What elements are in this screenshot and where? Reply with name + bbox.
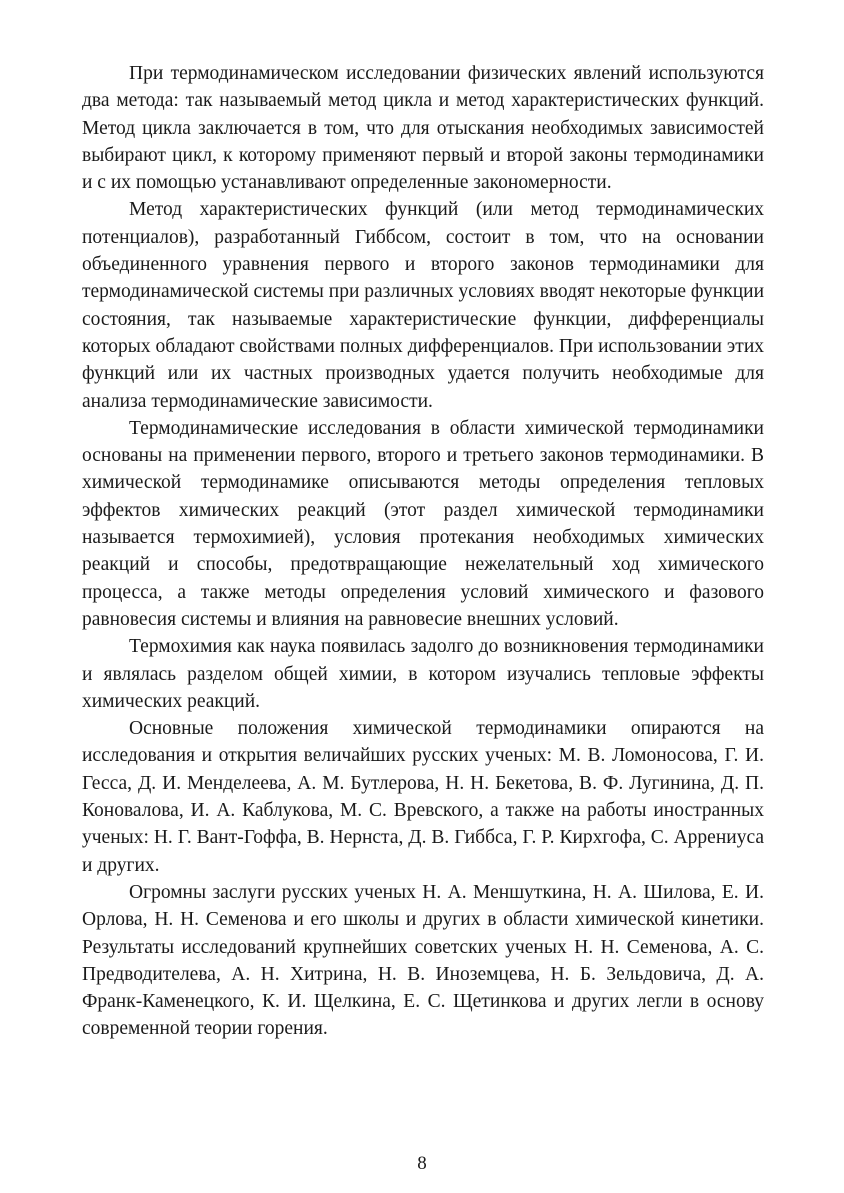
body-text [82,60,764,1043]
paragraph-thermochemistry: Термохимия как наука появилась задолго до возникновения термодинамики и являлась разделом общей химии, в котором изучались тепловые эффекты химических реакций. [82,636,764,712]
paragraph-chemical-thermodynamics: Термодинамические исследования в области химической термодинамики основаны на применении первого, второго и третьего законов термодинамики. В химической термодинамике описываются методы определения тепловых эффектов химических реакций (этот раздел химической термодинамики называется термохимией), условия протекания необходимых химических реакций и способы, предотвращающие нежелательный ход химического процесса, а также методы определения условий химического и фазового равновесия системы и влияния на равновесие внешних условий. [82,417,764,630]
page-number: 8 [417,1153,427,1174]
paragraph-methods: При термодинамическом исследовании физических явлений используются два метода: так называемый метод цикла и метод характеристических функций. Метод цикла заключается в том, что для отыскания необходимых зависимостей выбирают цикл, к которому применяют первый и второй законы термодинамики и с их помощью устанавливают определенные закономерности. [82,63,764,194]
paragraph-characteristic-functions: Метод характеристических функций (или метод термодинамических потенциалов), разработанный Гиббсом, состоит в том, что на основании объединенного уравнения первого и второго законов термодинамики для термодинамической системы при различных условиях вводят некоторые функции состояния, так называемые характеристические функции, дифференциалы которых обладают свойствами полных дифференциалов. При использовании этих функций или их частных производных удается получить необходимые для анализа термодинамические зависимости. [82,199,764,412]
paragraph-combustion-theory: Огромны заслуги русских ученых Н. А. Меншуткина, Н. А. Шилова, Е. И. Орлова, Н. Н. Семенова и его школы и других в области химической кинетики. Результаты исследований крупнейших советских ученых Н. Н. Семенова, А. С. Предводителева, А. Н. Хитрина, Н. В. Иноземцева, Н. Б. Зельдовича, Д. А. Франк-Каменецкого, К. И. Щелкина, Е. С. Щетинкова и других легли в основу современной теории горения. [82,881,764,1040]
paragraph-scientists: Основные положения химической термодинамики опираются на исследования и открытия величайших русских ученых: М. В. Ломоносова, Г. И. Гесса, Д. И. Менделеева, А. М. Бутлерова, Н. Н. Бекетова, В. Ф. Лугинина, Д. П. Коновалова, И. А. Каблукова, М. С. Вревского, а также на работы иностранных ученых: Н. Г. Вант-Гоффа, В. Нернста, Д. В. Гиббса, Г. Р. Кирхгофа, С. Аррениуса и других. [82,718,764,876]
